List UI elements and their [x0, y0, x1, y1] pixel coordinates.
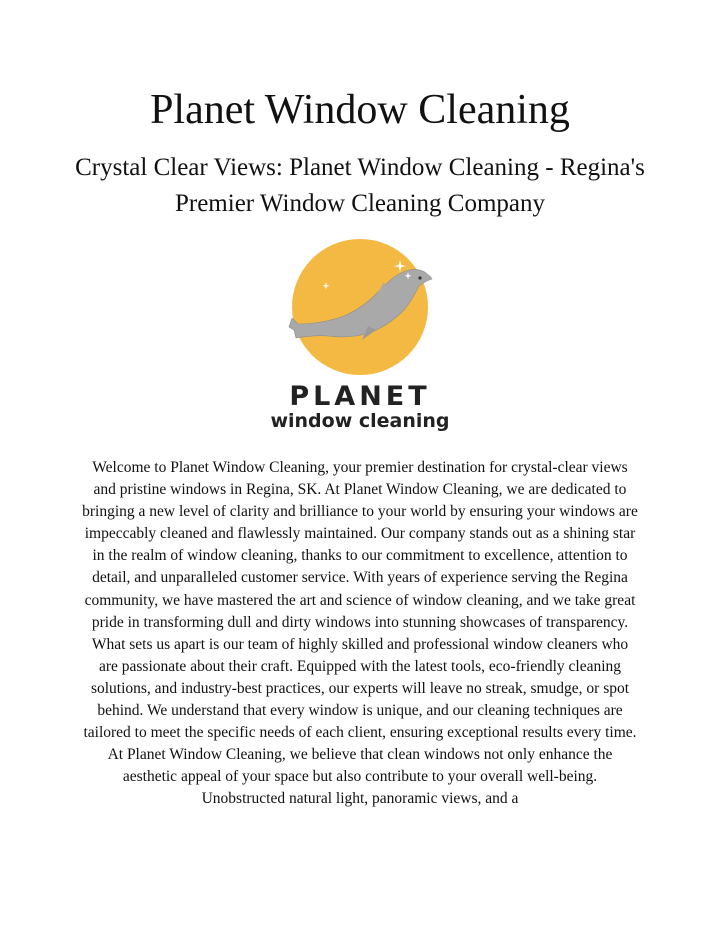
logo-wordmark-window-cleaning: window cleaning	[270, 410, 450, 432]
page-title: Planet Window Cleaning	[150, 87, 570, 133]
logo-wordmark-planet: PLANET	[289, 381, 431, 412]
dolphin-eye	[418, 276, 421, 279]
company-logo	[260, 238, 460, 438]
body-paragraph: Welcome to Planet Window Cleaning, your premier destination for crystal-clear views and pristine windows in Regina, SK. At Planet Window Cleaning, we are dedicated to bringing a new level of clarity and brilliance to your world by ensuring your windows are impeccably cleaned and flawlessly maintained. Our company stands out as a shining star in the realm of window cleaning, thanks to our commitment to excellence, attention to detail, and unparalleled customer service. With years of experience serving the Regina community, we have mastered the art and science of window cleaning, and we take great pride in transforming dull and dirty windows into stunning showcases of transparency. What sets us apart is our team of highly skilled and professional window cleaners who are passionate about their craft. Equipped with the latest tools, eco-friendly cleaning solutions, and industry-best practices, our experts will leave no streak, smudge, or spot behind. We understand that every window is unique, and our cleaning techniques are tailored to meet the specific needs of each client, ensuring exceptional results every time. At Planet Window Cleaning, we believe that clean windows not only enhance the aesthetic appeal of your space but also contribute to your overall well-being. Unobstructed natural light, panoramic views, and a	[82, 459, 638, 808]
dolphin-over-sun-icon	[260, 238, 460, 383]
page-subtitle: Crystal Clear Views: Planet Window Cleaning - Regina's Premier Window Cleaning Company	[75, 154, 645, 217]
